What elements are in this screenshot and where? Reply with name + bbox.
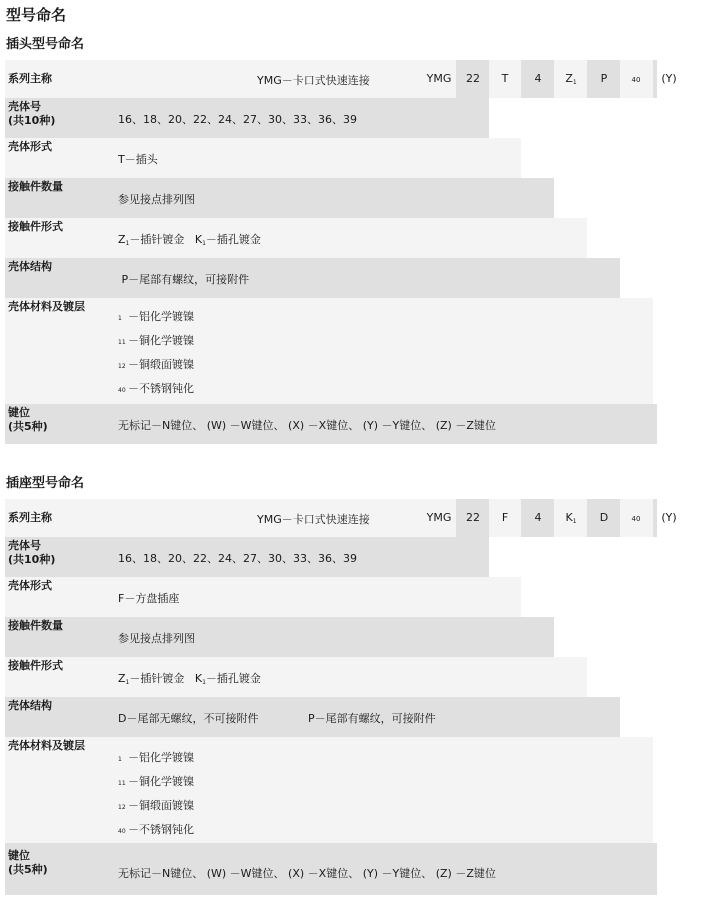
page-title: 型号命名 xyxy=(6,6,67,24)
contact-form-value: $Z_1-$插针镀金 $K_1-$插孔镀金 xyxy=(118,233,261,247)
shell-size-label: 壳体号 (共10种) xyxy=(8,539,56,566)
row-band xyxy=(5,218,587,258)
series-label: 系列主称 xyxy=(8,72,52,85)
contact-count-value: 参见接点排列图 xyxy=(118,193,195,206)
shell-form-label: 壳体形式 xyxy=(8,140,52,153)
row-band xyxy=(5,258,620,298)
contact-form-label: 接触件形式 xyxy=(8,659,63,672)
code-key: (Y) xyxy=(661,72,677,85)
key-position-label: 键位 (共5种) xyxy=(8,406,48,433)
contact-count-value: 参见接点排列图 xyxy=(118,632,195,645)
code-contact-form: $Z_1$ xyxy=(565,72,577,86)
code-contact-count: 4 xyxy=(534,72,542,85)
series-desc: YMG－卡口式快速连接 xyxy=(257,74,370,87)
shell-size-values: 16、18、20、22、24、27、30、33、36、39 xyxy=(118,552,357,565)
shell-form-value: T－插头 xyxy=(118,153,158,166)
row-band xyxy=(5,657,587,697)
series-label: 系列主称 xyxy=(8,511,52,524)
material-label: 壳体材料及镀层 xyxy=(8,300,85,313)
key-position-label: 键位 (共5种) xyxy=(8,849,48,876)
key-position-values: 无标记－N键位、 (W) －W键位、 (X) －X键位、 (Y) －Y键位、 (Z) －Z键位 xyxy=(118,867,496,880)
row-band xyxy=(5,298,653,404)
material-item: 1 －铝化学镀镍 xyxy=(118,310,194,323)
code-shell-form: T xyxy=(501,72,509,85)
contact-count-label: 接触件数量 xyxy=(8,619,63,632)
material-item: 11 －铜化学镀镍 xyxy=(118,775,194,788)
plug-naming-table xyxy=(5,60,677,444)
code-material: 40 xyxy=(631,76,641,84)
series-desc: YMG－卡口式快速连接 xyxy=(257,513,370,526)
key-position-values: 无标记－N键位、 (W) －W键位、 (X) －X键位、 (Y) －Y键位、 (Z) －Z键位 xyxy=(118,419,496,432)
receptacle-section-title: 插座型号命名 xyxy=(6,476,85,491)
row-band xyxy=(5,138,521,178)
contact-form-label: 接触件形式 xyxy=(8,220,63,233)
material-item: 40 －不锈钢钝化 xyxy=(118,382,194,395)
code-contact-form: $K_1$ xyxy=(565,511,577,525)
code-shell-structure: P xyxy=(600,72,608,85)
shell-structure-value: P－尾部有螺纹，可接附件 xyxy=(118,273,250,286)
material-label: 壳体材料及镀层 xyxy=(8,739,85,752)
shell-structure-value-2: P－尾部有螺纹，可接附件 xyxy=(308,712,436,725)
row-band xyxy=(5,178,554,218)
material-item: 12 －铜缎面镀镍 xyxy=(118,799,194,812)
row-band xyxy=(5,737,653,843)
code-shell-size: 22 xyxy=(466,72,480,85)
material-item: 12 －铜缎面镀镍 xyxy=(118,358,194,371)
row-band xyxy=(5,617,554,657)
shell-structure-label: 壳体结构 xyxy=(8,699,52,712)
shell-structure-label: 壳体结构 xyxy=(8,260,52,273)
code-series: YMG xyxy=(426,72,452,85)
receptacle-naming-table xyxy=(5,499,677,895)
shell-form-label: 壳体形式 xyxy=(8,579,52,592)
code-key: (Y) xyxy=(661,511,677,524)
shell-size-values: 16、18、20、22、24、27、30、33、36、39 xyxy=(118,113,357,126)
material-item: 11 －铜化学镀镍 xyxy=(118,334,194,347)
material-item: 40 －不锈钢钝化 xyxy=(118,823,194,836)
code-contact-count: 4 xyxy=(534,511,542,524)
code-material: 40 xyxy=(631,515,641,523)
shell-form-value: F－方盘插座 xyxy=(118,592,180,605)
code-shell-structure: D xyxy=(599,511,609,524)
material-item: 1 －铝化学镀镍 xyxy=(118,751,194,764)
contact-count-label: 接触件数量 xyxy=(8,180,63,193)
code-shell-size: 22 xyxy=(466,511,480,524)
plug-section-title: 插头型号命名 xyxy=(6,37,85,52)
shell-size-label: 壳体号 (共10种) xyxy=(8,100,56,127)
row-band xyxy=(5,577,521,617)
code-shell-form: F xyxy=(501,511,509,524)
contact-form-value: $Z_1-$插针镀金 $K_1-$插孔镀金 xyxy=(118,672,261,686)
code-series: YMG xyxy=(426,511,452,524)
shell-structure-value: D－尾部无螺纹，不可接附件 xyxy=(118,712,259,725)
